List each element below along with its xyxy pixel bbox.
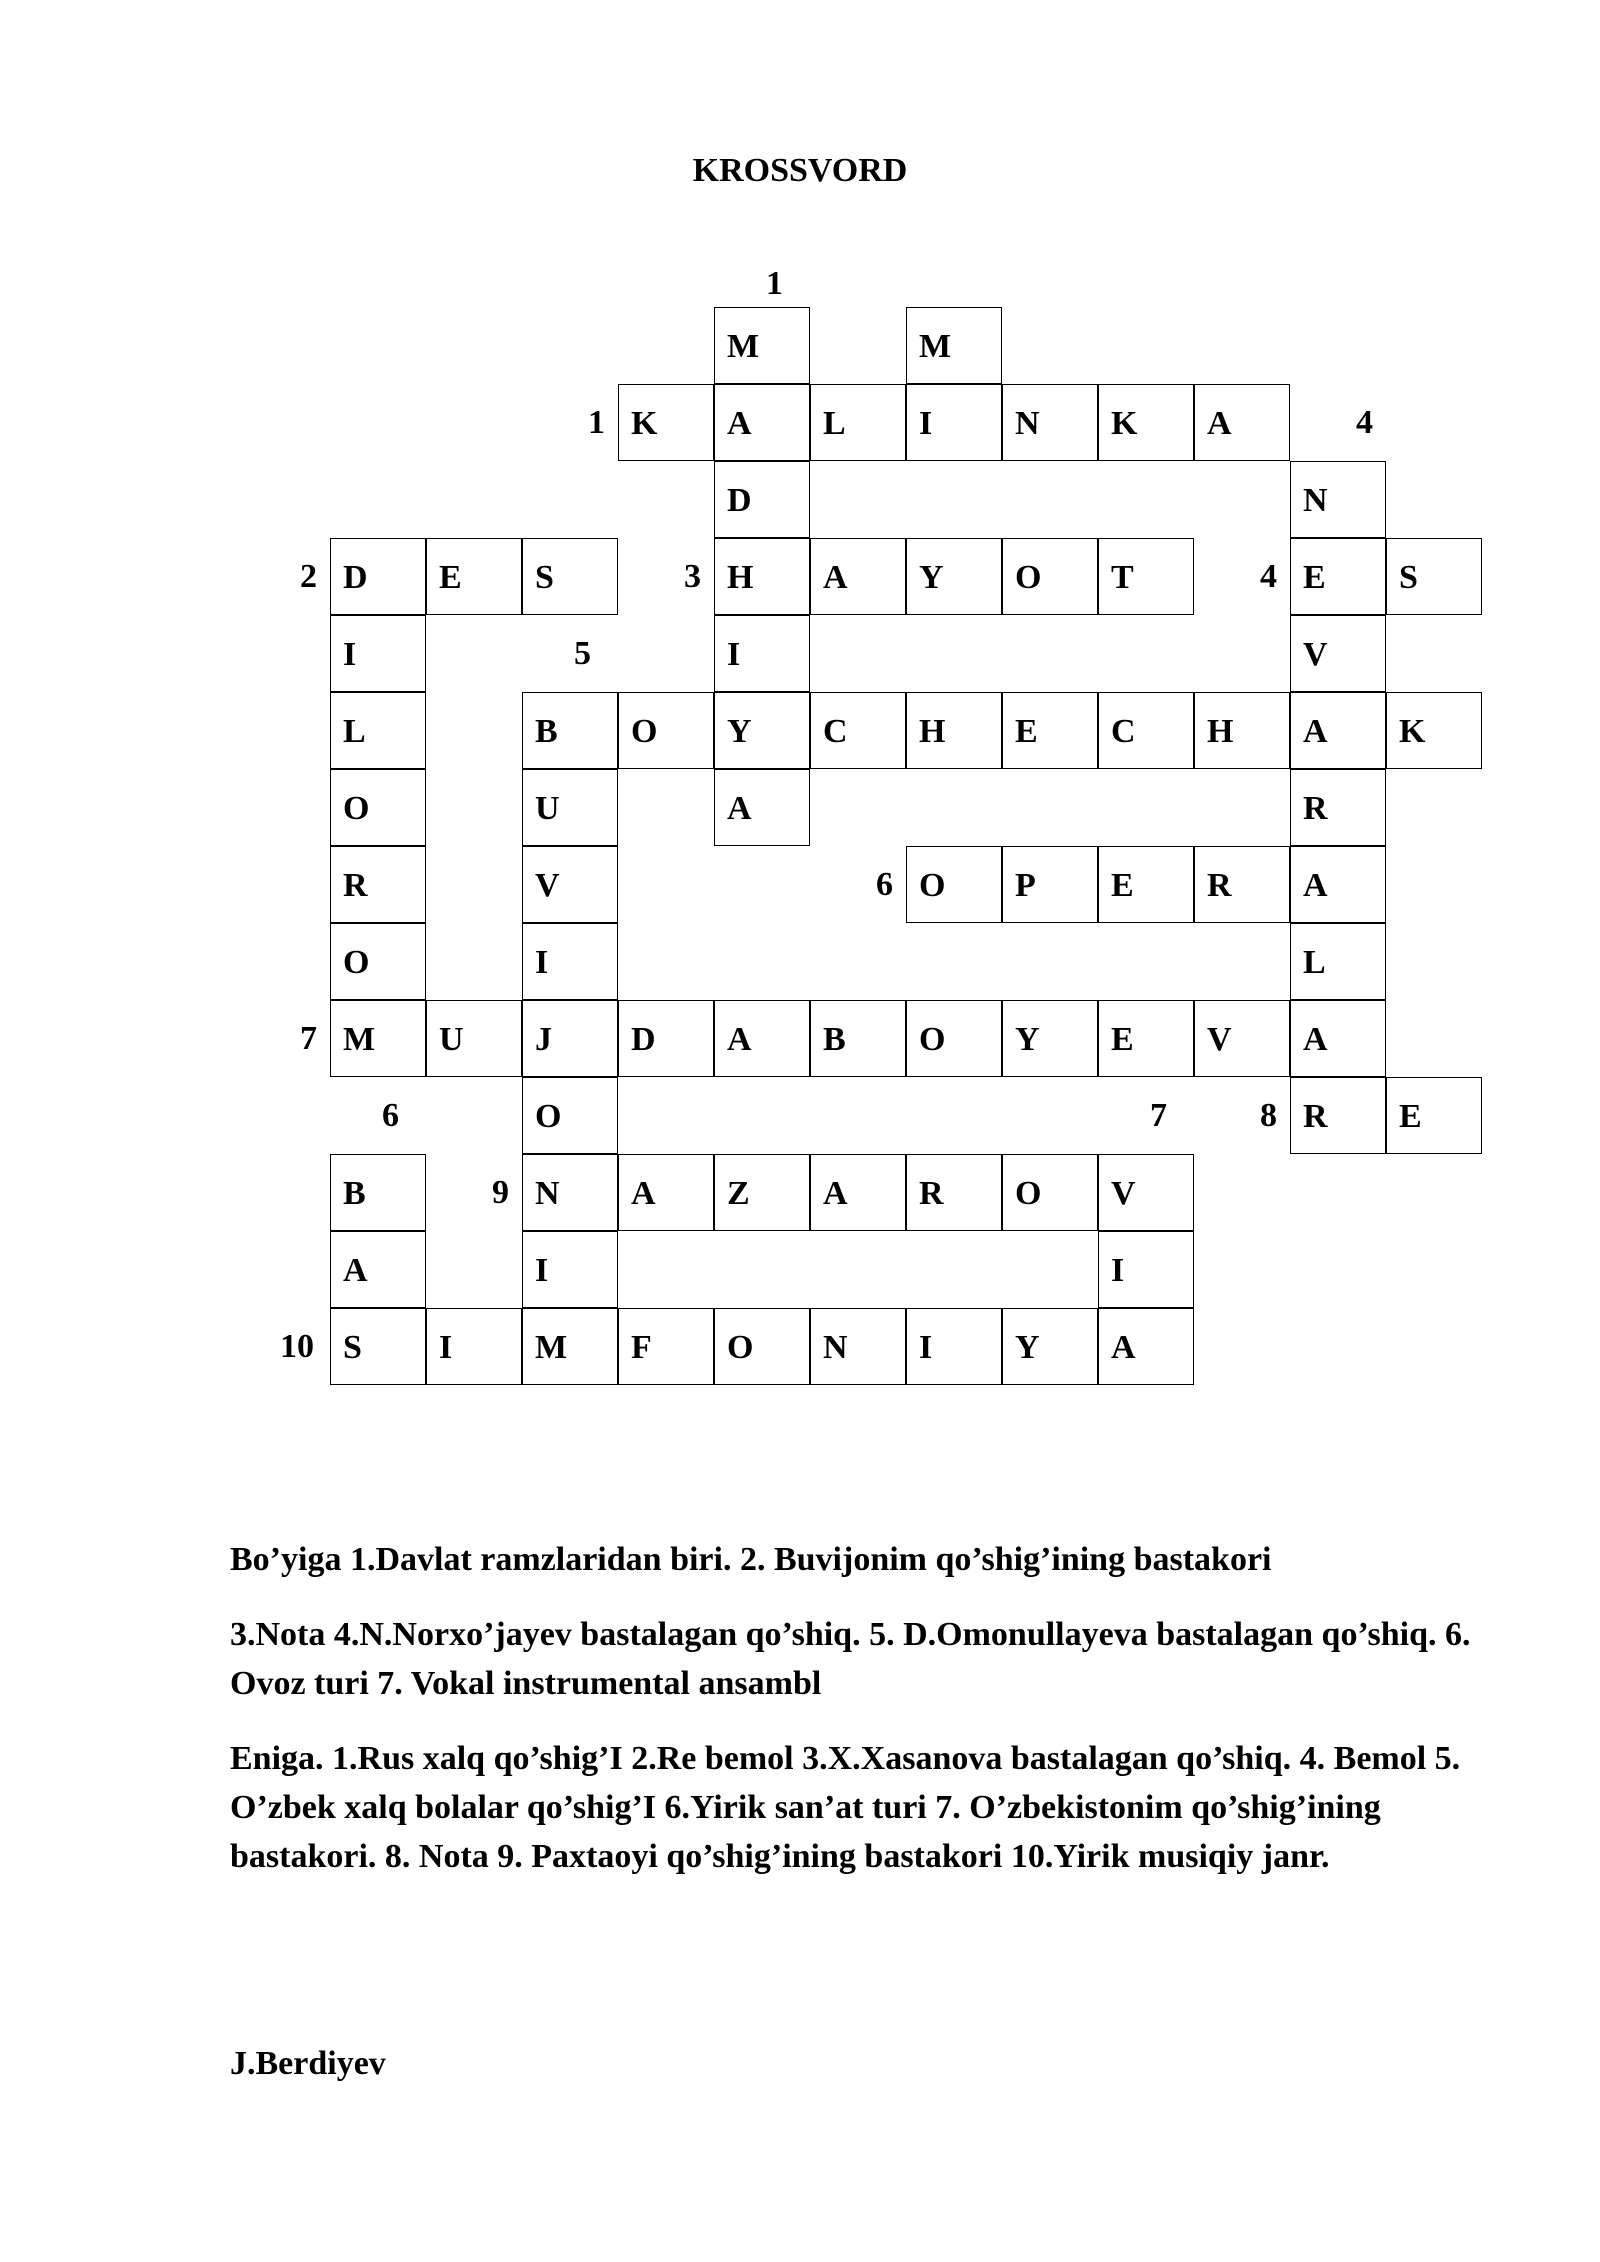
grid-cell [522, 1308, 618, 1385]
clues-vertical: Bo’yiga 1.Davlat ramzlaridan biri. 2. Buvijonim qo’shig’ining bastakori [230, 1541, 1272, 1578]
grid-cell [714, 1154, 810, 1231]
grid-letter: A [727, 405, 752, 442]
grid-letter: A [1207, 405, 1232, 442]
grid-letter: A [1303, 1021, 1328, 1058]
grid-letter: M [343, 1021, 376, 1058]
grid-letter: D [343, 559, 368, 596]
grid-letter: I [919, 1329, 933, 1366]
grid-cell [522, 923, 618, 1000]
grid-letter: A [727, 1021, 752, 1058]
grid-letter: O [343, 790, 370, 827]
grid-letter: K [631, 405, 658, 442]
grid-cell [714, 615, 810, 692]
grid-cell [714, 538, 810, 615]
grid-cell [522, 1000, 618, 1077]
grid-cell [618, 1308, 714, 1385]
grid-cell [1098, 384, 1194, 461]
grid-letter: O [919, 1021, 946, 1058]
grid-letter: B [823, 1021, 846, 1058]
grid-cell [522, 1154, 618, 1231]
grid-cell [426, 1308, 522, 1385]
grid-cell [906, 1308, 1002, 1385]
grid-cell [522, 769, 618, 846]
clue-number: 2 [300, 558, 317, 595]
grid-cell [330, 615, 426, 692]
grid-cell [1194, 1000, 1290, 1077]
grid-letter: A [823, 559, 848, 596]
grid-cell [522, 846, 618, 923]
grid-letter: R [1303, 1098, 1328, 1135]
clue-number: 8 [1260, 1097, 1277, 1134]
grid-cell [522, 1077, 618, 1154]
grid-cell [1002, 1154, 1098, 1231]
clue-number: 6 [382, 1097, 399, 1134]
grid-letter: U [535, 790, 560, 827]
grid-letter: P [1015, 867, 1036, 904]
grid-cell [714, 307, 810, 384]
grid-letter: O [343, 944, 370, 981]
grid-cell [714, 461, 810, 538]
grid-letter: N [535, 1175, 560, 1212]
grid-letter: O [1015, 1175, 1042, 1212]
grid-letter: A [727, 790, 752, 827]
grid-letter: E [1303, 559, 1326, 596]
clues-section [230, 1535, 1510, 1907]
page-title: KROSSVORD [692, 152, 908, 189]
grid-letter: E [1399, 1098, 1422, 1135]
grid-letter: I [535, 1252, 549, 1289]
grid-letter: H [1207, 713, 1234, 750]
grid-cell [1098, 1308, 1194, 1385]
grid-letter: A [1303, 713, 1328, 750]
grid-cell [906, 692, 1002, 769]
grid-cell [330, 1308, 426, 1385]
grid-letter: A [631, 1175, 656, 1212]
grid-letter: R [1303, 790, 1328, 827]
grid-letter: K [1399, 713, 1426, 750]
grid-letter: V [1111, 1175, 1136, 1212]
grid-letter: A [823, 1175, 848, 1212]
grid-cell [522, 692, 618, 769]
clue-number: 6 [876, 866, 893, 903]
grid-cell [1002, 692, 1098, 769]
grid-cell [714, 692, 810, 769]
grid-cell [714, 1000, 810, 1077]
grid-cell [1002, 384, 1098, 461]
grid-letter: M [535, 1329, 568, 1366]
clue-number: 9 [492, 1174, 509, 1211]
grid-cell [1098, 538, 1194, 615]
grid-letter: M [919, 328, 952, 365]
grid-cell [1290, 1000, 1386, 1077]
grid-cell [810, 1000, 906, 1077]
grid-letter: O [1015, 559, 1042, 596]
grid-letter: Y [1015, 1329, 1040, 1366]
grid-letter: V [1303, 636, 1328, 673]
grid-letter: Y [919, 559, 944, 596]
grid-cell [1386, 538, 1482, 615]
grid-letter: I [919, 405, 933, 442]
grid-cell [330, 538, 426, 615]
grid-cell [810, 384, 906, 461]
grid-cell [522, 538, 618, 615]
grid-letter: H [727, 559, 754, 596]
grid-cell [1386, 1077, 1482, 1154]
clues-vertical-continued: 3.Nota 4.N.Norxo’jayev bastalagan qo’shiq. 5. D.Omonullayeva bastalagan qo’shiq. 6. Ovoz turi 7. Vokal instrumental ansambl [230, 1616, 1471, 1702]
grid-letter: D [727, 482, 752, 519]
clue-number: 3 [684, 558, 701, 595]
clue-number: 7 [1150, 1097, 1167, 1134]
grid-letter: B [343, 1175, 366, 1212]
grid-letter: I [535, 944, 549, 981]
grid-letter: L [1303, 944, 1326, 981]
grid-cell [330, 1000, 426, 1077]
grid-cell [906, 307, 1002, 384]
grid-cell [906, 538, 1002, 615]
grid-letter: K [1111, 405, 1138, 442]
grid-cell [1290, 846, 1386, 923]
grid-letter: T [1111, 559, 1134, 596]
clue-number: 4 [1356, 404, 1373, 441]
grid-letter: I [343, 636, 357, 673]
grid-letter: C [823, 713, 848, 750]
grid-cell [810, 1308, 906, 1385]
clue-number: 10 [280, 1328, 314, 1365]
grid-cell [330, 923, 426, 1000]
grid-letter: A [1111, 1329, 1136, 1366]
grid-letter: L [823, 405, 846, 442]
grid-cell [714, 384, 810, 461]
grid-letter: E [1111, 1021, 1134, 1058]
grid-cell [618, 1154, 714, 1231]
grid-letter: S [343, 1329, 362, 1366]
grid-cell [1098, 692, 1194, 769]
grid-cell [906, 384, 1002, 461]
grid-letter: I [1111, 1252, 1125, 1289]
clues-horizontal: Eniga. 1.Rus xalq qo’shig’I 2.Re bemol 3.X.Xasanova bastalagan qo’shiq. 4. Bemol 5. O’zbek xalq bolalar qo’shig’I 6.Yirik san’at turi 7. O’zbekistonim qo’shig’ining bastakori. 8. Nota 9. Paxtaoyi qo’shig’ining bastakori 10.Yirik musiqiy janr. [230, 1740, 1461, 1875]
grid-letter: Y [727, 713, 752, 750]
grid-cell [330, 1154, 426, 1231]
grid-cell [1290, 461, 1386, 538]
grid-cell [810, 692, 906, 769]
grid-letter: U [439, 1021, 464, 1058]
grid-cell [1002, 846, 1098, 923]
grid-cell [1002, 538, 1098, 615]
grid-cell [1098, 1000, 1194, 1077]
grid-letter: L [343, 713, 366, 750]
grid-letter: E [1015, 713, 1038, 750]
grid-letter: R [343, 867, 368, 904]
grid-letter: O [631, 713, 658, 750]
grid-cell [1194, 384, 1290, 461]
grid-letter: A [1303, 867, 1328, 904]
grid-cell [906, 1154, 1002, 1231]
grid-cell [1290, 923, 1386, 1000]
clue-number: 7 [300, 1020, 317, 1057]
grid-letter: V [1207, 1021, 1232, 1058]
grid-letter: I [727, 636, 741, 673]
grid-letter: S [1399, 559, 1418, 596]
grid-cell [714, 1308, 810, 1385]
grid-cell [330, 769, 426, 846]
grid-cell [330, 1231, 426, 1308]
grid-cell [1290, 615, 1386, 692]
grid-cell [1002, 1000, 1098, 1077]
grid-cell [618, 692, 714, 769]
grid-letter: V [535, 867, 560, 904]
clue-number: 4 [1260, 558, 1277, 595]
grid-letter: N [1015, 405, 1040, 442]
grid-cell [330, 692, 426, 769]
grid-letter: R [919, 1175, 944, 1212]
grid-letter: Y [1015, 1021, 1040, 1058]
grid-letter: N [1303, 482, 1328, 519]
grid-cell [330, 846, 426, 923]
grid-letter: E [1111, 867, 1134, 904]
grid-letter: H [919, 713, 946, 750]
grid-letter: B [535, 713, 558, 750]
clue-number: 1 [766, 265, 783, 302]
grid-cell [1290, 692, 1386, 769]
grid-cell [618, 384, 714, 461]
grid-letter: F [631, 1329, 652, 1366]
grid-letter: J [535, 1021, 552, 1058]
grid-cell [1194, 846, 1290, 923]
grid-letter: O [727, 1329, 754, 1366]
clue-number: 1 [588, 404, 605, 441]
grid-cell [1002, 1308, 1098, 1385]
grid-letter: M [727, 328, 760, 365]
grid-cell [1098, 1231, 1194, 1308]
grid-cell [1098, 1154, 1194, 1231]
grid-letter: C [1111, 713, 1136, 750]
grid-cell [810, 1154, 906, 1231]
grid-letter: R [1207, 867, 1232, 904]
grid-cell [1098, 846, 1194, 923]
grid-letter: A [343, 1252, 368, 1289]
grid-cell [906, 846, 1002, 923]
grid-letter: O [919, 867, 946, 904]
grid-cell [906, 1000, 1002, 1077]
grid-letter: D [631, 1021, 656, 1058]
grid-letter: E [439, 559, 462, 596]
grid-cell [1290, 769, 1386, 846]
grid-letter: N [823, 1329, 848, 1366]
grid-cell [426, 538, 522, 615]
grid-cell [1290, 538, 1386, 615]
grid-letter: O [535, 1098, 562, 1135]
grid-cell [1386, 692, 1482, 769]
grid-cell [618, 1000, 714, 1077]
grid-cell [1194, 692, 1290, 769]
clue-number: 5 [574, 635, 591, 672]
grid-cell [1290, 1077, 1386, 1154]
grid-cell [522, 1231, 618, 1308]
grid-cell [426, 1000, 522, 1077]
grid-letter: S [535, 559, 554, 596]
grid-cell [810, 538, 906, 615]
author-name: J.Berdiyev [230, 2045, 386, 2082]
grid-letter: I [439, 1329, 453, 1366]
grid-cell [714, 769, 810, 846]
grid-letter: Z [727, 1175, 750, 1212]
